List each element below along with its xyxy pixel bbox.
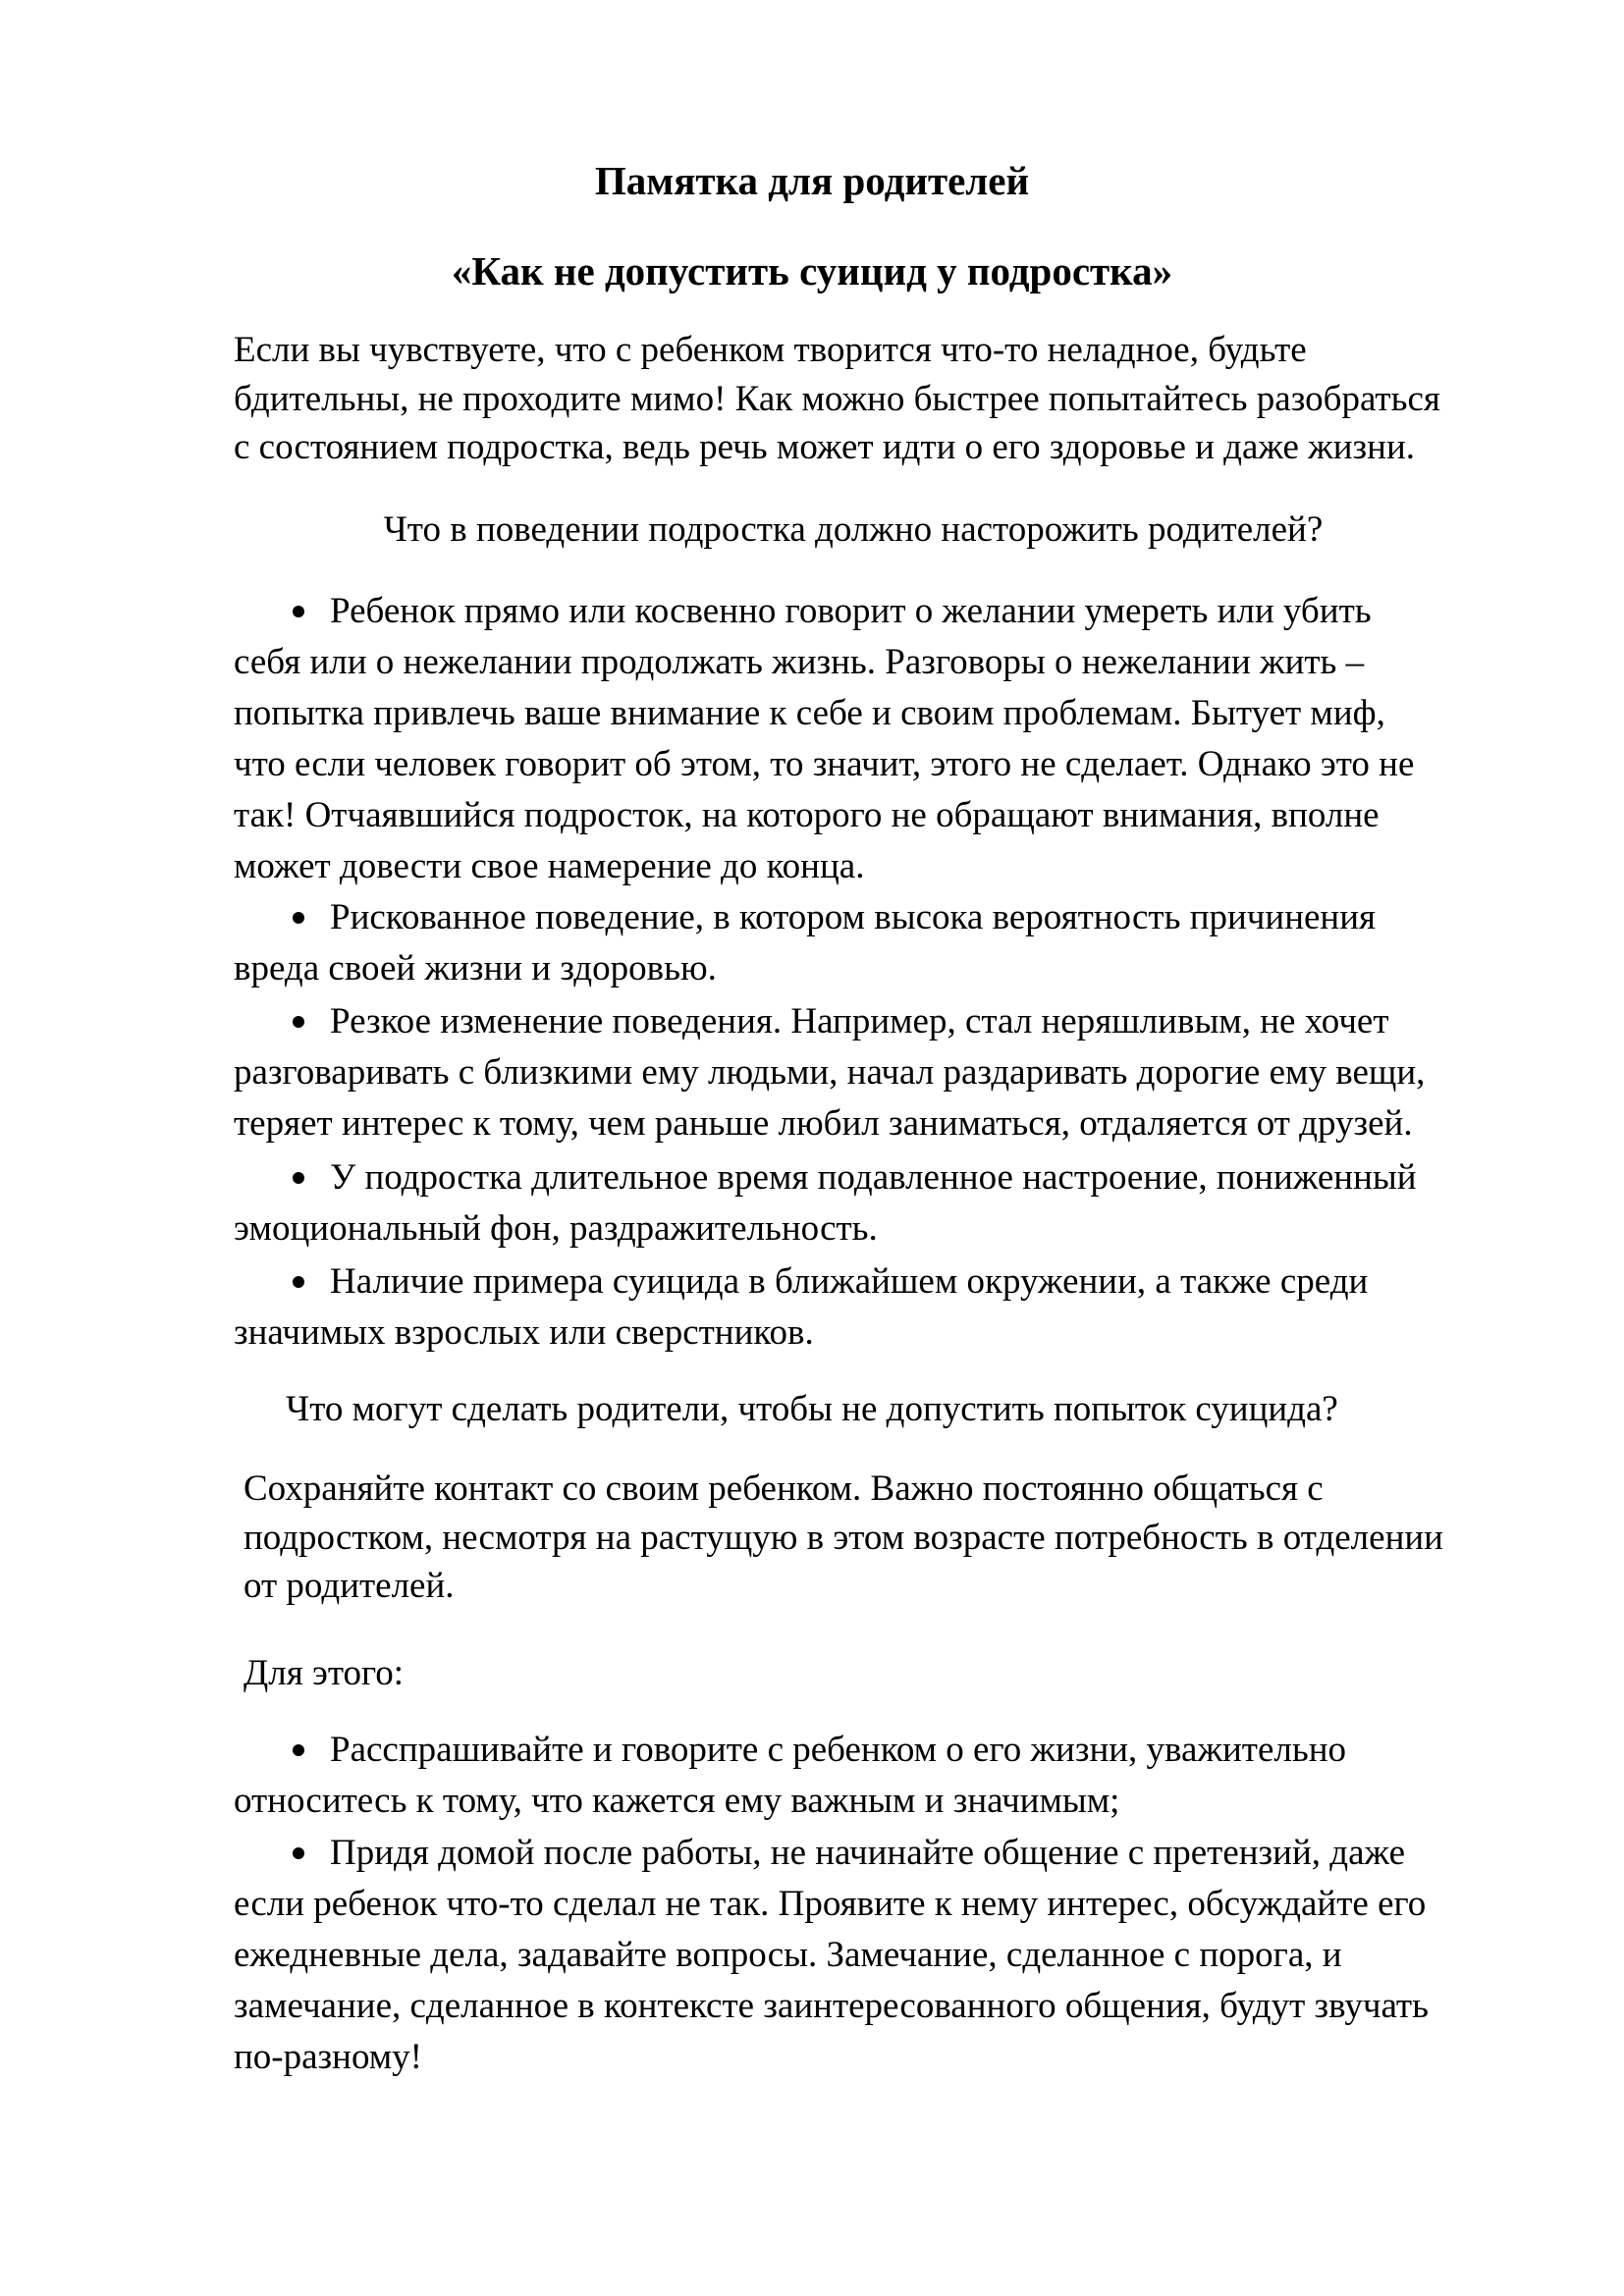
list-item (234, 1256, 1530, 1359)
bullet-line (234, 1725, 1530, 1776)
bullet-icon (293, 1847, 304, 1859)
bullet-line (234, 586, 1530, 637)
bullet-line (234, 1256, 1530, 1308)
bullet-line: так! Отчаявшийся подросток, на которого не обращают внимания, вполне (234, 795, 1380, 835)
section1-heading: Что в поведении подростка должно насторожить родителей? (383, 509, 1324, 550)
section2-intro-line: Сохраняйте контакт со своим ребенком. Важно постоянно общаться с (244, 1468, 1324, 1509)
bullet-icon (293, 1276, 304, 1288)
section2-intro-paragraph (244, 1465, 1540, 1611)
bullet-line: себя или о нежелании продолжать жизнь. Разговоры о нежелании жить – (234, 642, 1365, 682)
bullet-line: теряет интерес к тому, чем раньше любил заниматься, отдаляется от друзей. (234, 1103, 1413, 1144)
list-item (234, 892, 1530, 994)
bullet-line: разговаривать с близкими ему людьми, начал раздаривать дорогие ему вещи, (234, 1052, 1426, 1093)
for-this-text: Для этого: (244, 1653, 405, 1693)
bullet-icon (293, 606, 304, 617)
list-item (234, 1152, 1530, 1255)
bullet-line (234, 996, 1530, 1047)
bullet-line: что если человек говорит об этом, то значит, этого не сделает. Однако это не (234, 744, 1415, 784)
bullet-text: Ребенок прямо или косвенно говорит о желании умереть или убить (330, 591, 1372, 631)
intro-line: Если вы чувствуете, что с ребенком творится что-то неладное, будьте (234, 330, 1307, 370)
document-title: Памятка для родителей (594, 158, 1030, 203)
bullet-line (234, 892, 1530, 943)
intro-line: бдительны, не проходите мимо! Как можно быстрее попытайтесь разобраться (234, 378, 1440, 419)
bullet-line (234, 1152, 1530, 1203)
bullet-icon (293, 1016, 304, 1028)
for-this-label (244, 1649, 1540, 1698)
bullet-line: относитесь к тому, что кажется ему важным и значимым; (234, 1781, 1120, 1821)
intro-paragraph (234, 326, 1530, 472)
bullet-text: Придя домой после работы, не начинайте общение с претензий, даже (330, 1833, 1406, 1873)
bullet-icon (293, 912, 304, 924)
bullet-text: У подростка длительное время подавленное настроение, пониженный (330, 1157, 1417, 1198)
bullet-icon (293, 1744, 304, 1756)
bullet-line: по-разному! (234, 2037, 422, 2077)
list-item (234, 1828, 1530, 2083)
document-subtitle: «Как не допустить суицид у подростка» (451, 248, 1173, 294)
intro-line: с состоянием подростка, ведь речь может идти о его здоровье и даже жизни. (234, 427, 1416, 467)
bullet-icon (293, 1172, 304, 1184)
bullet-line: попытка привлечь ваше внимание к себе и своим проблемам. Бытует миф, (234, 693, 1385, 733)
bullet-line: ежедневные дела, задавайте вопросы. Замечание, сделанное с порога, и (234, 1935, 1342, 1975)
bullet-line (234, 1828, 1530, 1879)
section2-intro-line: от родителей. (244, 1566, 455, 1606)
bullet-line: значимых взрослых или сверстников. (234, 1312, 814, 1353)
section2-intro-line: подростком, несмотря на растущую в этом возрасте потребность в отделении (244, 1517, 1443, 1558)
list-item (234, 996, 1530, 1149)
bullet-text: Резкое изменение поведения. Например, стал неряшливым, не хочет (330, 1001, 1389, 1041)
bullet-line: замечание, сделанное в контексте заинтересованного общения, будут звучать (234, 1986, 1429, 2026)
bullet-text: Рискованное поведение, в котором высока вероятность причинения (330, 897, 1377, 937)
bullet-line: если ребенок что-то сделал не так. Проявите к нему интерес, обсуждайте его (234, 1884, 1427, 1924)
list-item (234, 1725, 1530, 1827)
bullet-text: Наличие примера суицида в ближайшем окружении, а также среди (330, 1261, 1369, 1302)
list-item (234, 586, 1530, 892)
bullet-line: эмоциональный фон, раздражительность. (234, 1208, 878, 1249)
bullet-line: вреда своей жизни и здоровью. (234, 948, 717, 988)
bullet-line: может довести свое намерение до конца. (234, 846, 865, 886)
section2-heading: Что могут сделать родители, чтобы не допустить попыток суицида? (286, 1389, 1338, 1429)
bullet-text: Расспрашивайте и говорите с ребенком о его жизни, уважительно (330, 1730, 1347, 1770)
